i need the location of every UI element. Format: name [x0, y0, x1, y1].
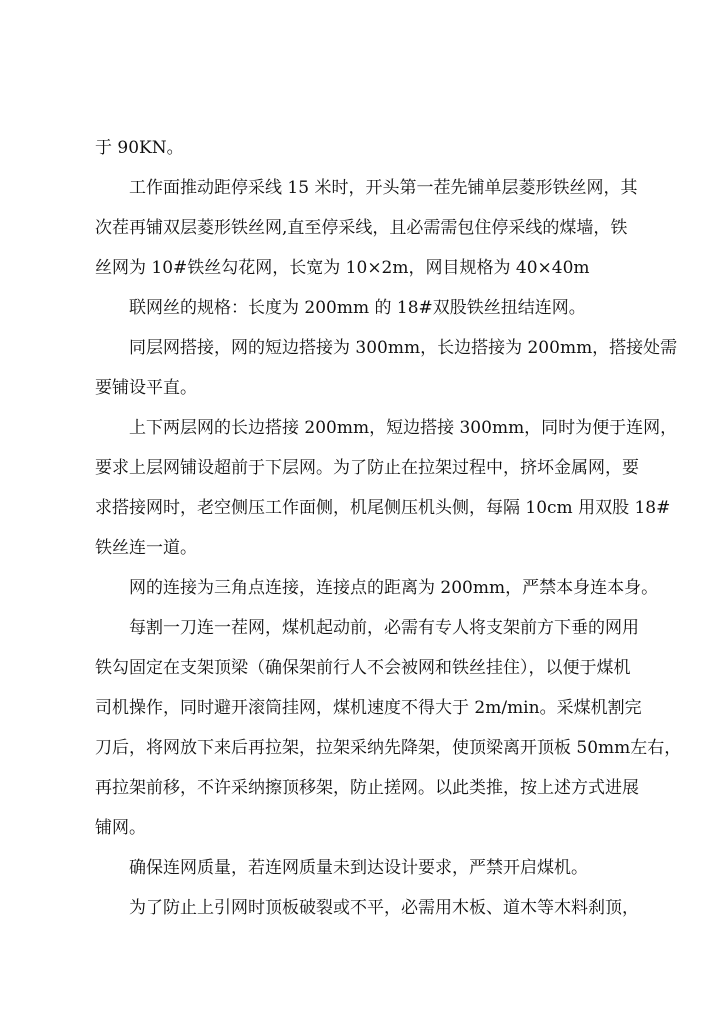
body-text [95, 128, 682, 928]
text-line: 铺网。 [95, 818, 146, 838]
text-line: 刀后，将网放下来后再拉架，拉架采纳先降架，使顶梁离开顶板 50mm左右， [95, 738, 682, 758]
text-line: 于 90KN。 [95, 138, 184, 158]
text-line: 次茬再铺双层菱形铁丝网,直至停采线，且必需需包住停采线的煤墙，铁 [95, 218, 628, 238]
text-line: 联网丝的规格：长度为 200mm 的 18#双股铁丝扭结连网。 [129, 298, 586, 318]
text-line: 每割一刀连一茬网，煤机起动前，必需有专人将支架前方下垂的网用 [129, 618, 639, 638]
text-line: 要求上层网铺设超前于下层网。为了防止在拉架过程中，挤坏金属网，要 [95, 458, 639, 478]
text-line: 同层网搭接，网的短边搭接为 300mm，长边搭接为 200mm，搭接处需 [129, 338, 678, 358]
paragraph-5 [95, 408, 678, 568]
text-line: 网的连接为三角点连接，连接点的距离为 200mm，严禁本身连本身。 [129, 578, 659, 598]
paragraph-9 [95, 888, 639, 928]
text-line: 求搭接网时，老空侧压工作面侧，机尾侧压机头侧，每隔 10cm 用双股 18# [95, 498, 671, 518]
text-line: 铁丝连一道。 [95, 538, 197, 558]
text-line: 司机操作，同时避开滚筒挂网，煤机速度不得大于 2m/min。采煤机割完 [95, 698, 642, 718]
paragraph-2 [95, 168, 638, 288]
paragraph-4 [95, 328, 678, 408]
text-line: 工作面推动距停采线 15 米时，开头第一茬先铺单层菱形铁丝网，其 [129, 178, 638, 198]
text-line: 丝网为 10#铁丝勾花网，长宽为 10×2m，网目规格为 40×40m [95, 258, 590, 278]
text-line: 确保连网质量，若连网质量未到达设计要求，严禁开启煤机。 [129, 858, 588, 878]
paragraph-3 [95, 288, 635, 328]
paragraph-1 [95, 128, 635, 168]
text-line: 铁勾固定在支架顶梁（确保架前行人不会被网和铁丝挂住），以便于煤机 [95, 658, 631, 678]
text-line: 上下两层网的长边搭接 200mm，短边搭接 300mm，同时为便于连网， [129, 418, 678, 438]
text-line: 要铺设平直。 [95, 378, 197, 398]
paragraph-6 [95, 568, 659, 608]
text-line: 为了防止上引网时顶板破裂或不平，必需用木板、道木等木料刹顶， [129, 898, 639, 918]
paragraph-7 [95, 608, 682, 848]
text-line: 再拉架前移，不许采纳擦顶移架，防止搓网。以此类推，按上述方式进展 [95, 778, 639, 798]
paragraph-8 [95, 848, 635, 888]
